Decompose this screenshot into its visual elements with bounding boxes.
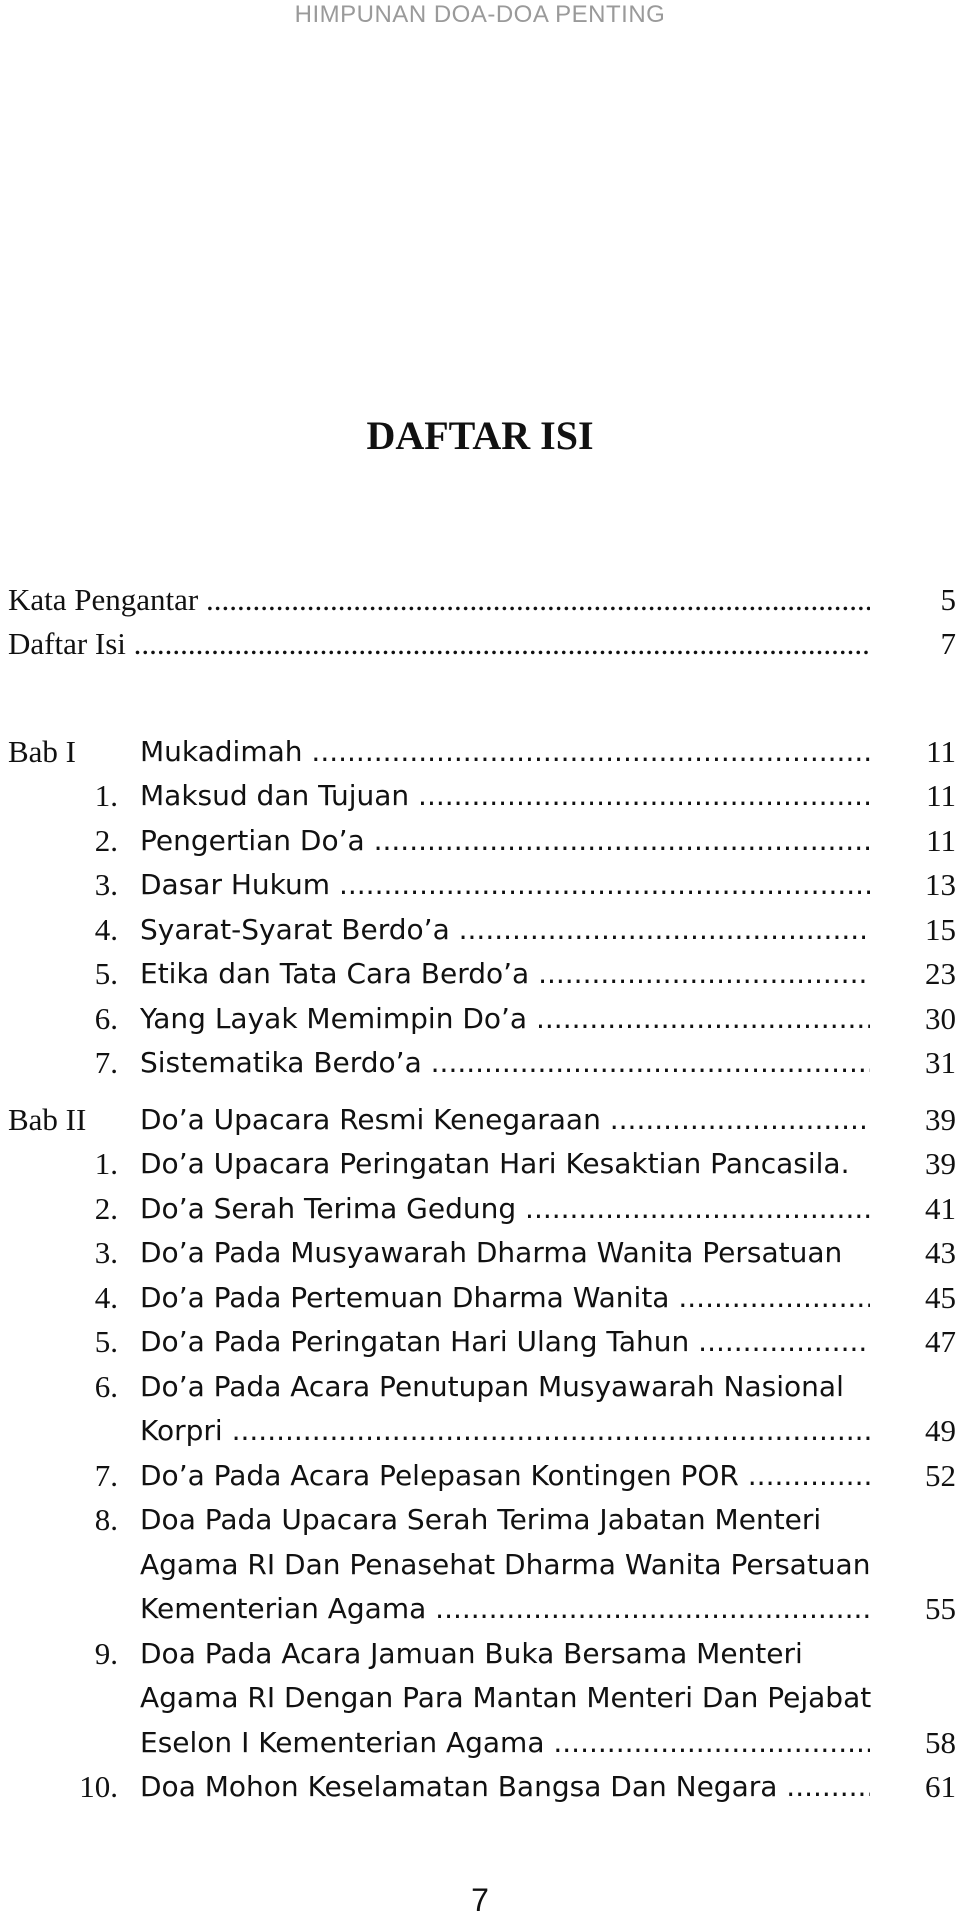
toc-entry-title: Dasar Hukum ..... <box>140 863 870 907</box>
toc-entry-title: Yang Layak Memimpin Do’a ..... <box>140 997 870 1041</box>
toc-entry-title: Doa Mohon Keselamatan Bangsa Dan Negara ..... <box>140 1765 870 1809</box>
toc-entry-page: 11 <box>926 822 956 858</box>
toc-entry-page: 13 <box>925 867 956 902</box>
toc-entry-page: 47 <box>925 1324 956 1359</box>
toc-entry[interactable] <box>0 863 960 907</box>
toc-entry-number: 10. <box>79 1769 118 1804</box>
toc-chapter-bab-2[interactable] <box>0 1098 960 1142</box>
toc-entry-line[interactable] <box>0 1365 960 1409</box>
toc-entry-number: 1. <box>94 778 118 813</box>
toc-entry-page: 7 <box>940 626 956 661</box>
toc-entry-page: 55 <box>925 1591 956 1626</box>
toc-entry[interactable] <box>0 952 960 996</box>
toc-entry-title: Agama RI Dengan Para Mantan Menteri Dan Pejabat <box>140 1681 872 1714</box>
toc-entry-page: 30 <box>925 1000 956 1036</box>
toc-entry-page: 11 <box>926 734 956 769</box>
toc-entry-page: 15 <box>925 911 956 947</box>
toc-entry-number: 5. <box>94 956 118 991</box>
toc-entry-page: 61 <box>925 1769 956 1804</box>
toc-entry-number: 7. <box>94 1457 118 1493</box>
toc-entry-number: 2. <box>94 822 118 858</box>
toc-entry-page: 58 <box>925 1724 956 1760</box>
toc-entry[interactable] <box>0 1187 960 1231</box>
chapter-label: Bab II <box>8 1102 87 1137</box>
toc-entry-title: Do’a Pada Pertemuan Dharma Wanita ..... <box>140 1276 870 1320</box>
toc-entry-line[interactable] <box>0 1676 960 1720</box>
toc-entry[interactable] <box>0 1409 960 1453</box>
toc-entry-title: Eselon I Kementerian Agama ..... <box>140 1721 870 1765</box>
toc-entry-title: Daftar Isi ..... <box>8 622 870 666</box>
toc-entry-title: Maksud dan Tujuan ..... <box>140 774 870 818</box>
toc-entry[interactable] <box>0 1454 960 1498</box>
toc-entry-line[interactable] <box>0 1632 960 1676</box>
toc-entry[interactable] <box>0 1721 960 1765</box>
toc-entry-daftar-isi[interactable] <box>0 622 960 666</box>
toc-entry-title: Etika dan Tata Cara Berdo’a ..... <box>140 952 870 996</box>
toc-entry-number: 8. <box>94 1502 118 1537</box>
toc-entry[interactable] <box>0 819 960 863</box>
page-number: 7 <box>471 1882 489 1918</box>
toc-entry-number: 2. <box>94 1190 118 1226</box>
toc-entry[interactable] <box>0 1320 960 1364</box>
toc-entry-title: Do’a Pada Peringatan Hari Ulang Tahun ..... <box>140 1320 870 1364</box>
toc-entry-title: Do’a Pada Musyawarah Dharma Wanita Persatuan <box>140 1236 843 1269</box>
toc-entry-line[interactable] <box>0 1498 960 1542</box>
toc-entry-title: Do’a Serah Terima Gedung ..... <box>140 1187 870 1231</box>
toc-entry[interactable] <box>0 774 960 818</box>
toc-entry-number: 1. <box>94 1146 118 1181</box>
toc-entry-kata-pengantar[interactable] <box>0 578 960 622</box>
toc-entry-title: Sistematika Berdo’a ..... <box>140 1041 870 1085</box>
toc-entry-number: 4. <box>94 1279 118 1315</box>
toc-entry-title: Do’a Upacara Peringatan Hari Kesaktian Pancasila. <box>140 1147 850 1180</box>
toc-entry-number: 3. <box>94 1235 118 1270</box>
toc-entry-page: 49 <box>925 1413 956 1448</box>
toc-entry-page: 41 <box>925 1190 956 1226</box>
toc-entry-number: 4. <box>94 911 118 947</box>
toc-entry-title: Do’a Pada Acara Pelepasan Kontingen POR ..... <box>140 1454 870 1498</box>
toc-entry-number: 6. <box>94 1368 118 1404</box>
toc-entry-title: Kementerian Agama ..... <box>140 1587 870 1631</box>
toc-entry[interactable] <box>0 908 960 952</box>
toc-entry-title: Doa Pada Upacara Serah Terima Jabatan Menteri <box>140 1503 822 1536</box>
toc-entry-title: Syarat-Syarat Berdo’a ..... <box>140 908 870 952</box>
toc-entry[interactable] <box>0 1041 960 1085</box>
toc-entry-number: 7. <box>94 1045 118 1080</box>
toc-entry[interactable] <box>0 1231 960 1275</box>
toc-entry-title: Mukadimah ..... <box>140 730 870 774</box>
toc-entry-number: 9. <box>94 1635 118 1671</box>
toc-entry-number: 3. <box>94 867 118 902</box>
toc-entry-line[interactable] <box>0 1543 960 1587</box>
toc-entry[interactable] <box>0 1765 960 1809</box>
toc-chapter-bab-1[interactable] <box>0 730 960 774</box>
toc-entry-page: 5 <box>940 582 956 617</box>
toc-entry-title: Do’a Pada Acara Penutupan Musyawarah Nasional <box>140 1369 844 1403</box>
toc-entry[interactable] <box>0 1276 960 1320</box>
toc-entry-title: Doa Pada Acara Jamuan Buka Bersama Menteri <box>140 1636 803 1670</box>
toc-entry-page: 43 <box>925 1235 956 1270</box>
toc-entry[interactable] <box>0 997 960 1041</box>
toc-entry-title: Korpri ..... <box>140 1409 870 1453</box>
toc-entry-page: 23 <box>925 956 956 991</box>
toc-entry-page: 31 <box>925 1045 956 1080</box>
toc-entry-title: Pengertian Do’a ..... <box>140 819 870 863</box>
toc-entry-title: Agama RI Dan Penasehat Dharma Wanita Persatuan <box>140 1547 871 1581</box>
toc-entry-page: 11 <box>926 778 956 813</box>
page-title: DAFTAR ISI <box>366 413 594 458</box>
chapter-label: Bab I <box>8 734 77 769</box>
toc-entry-number: 5. <box>94 1324 118 1359</box>
toc-entry-page: 39 <box>925 1146 956 1181</box>
toc-entry[interactable] <box>0 1587 960 1631</box>
toc-entry-title: Kata Pengantar ..... <box>8 578 870 622</box>
toc-entry-page: 52 <box>925 1457 956 1493</box>
toc-entry-page: 45 <box>925 1279 956 1315</box>
toc-entry[interactable] <box>0 1142 960 1186</box>
running-header: HIMPUNAN DOA-DOA PENTING <box>294 1 666 28</box>
toc-entry-page: 39 <box>925 1102 956 1137</box>
toc-entry-number: 6. <box>94 1000 118 1036</box>
toc-entry-title: Do’a Upacara Resmi Kenegaraan ..... <box>140 1098 870 1142</box>
